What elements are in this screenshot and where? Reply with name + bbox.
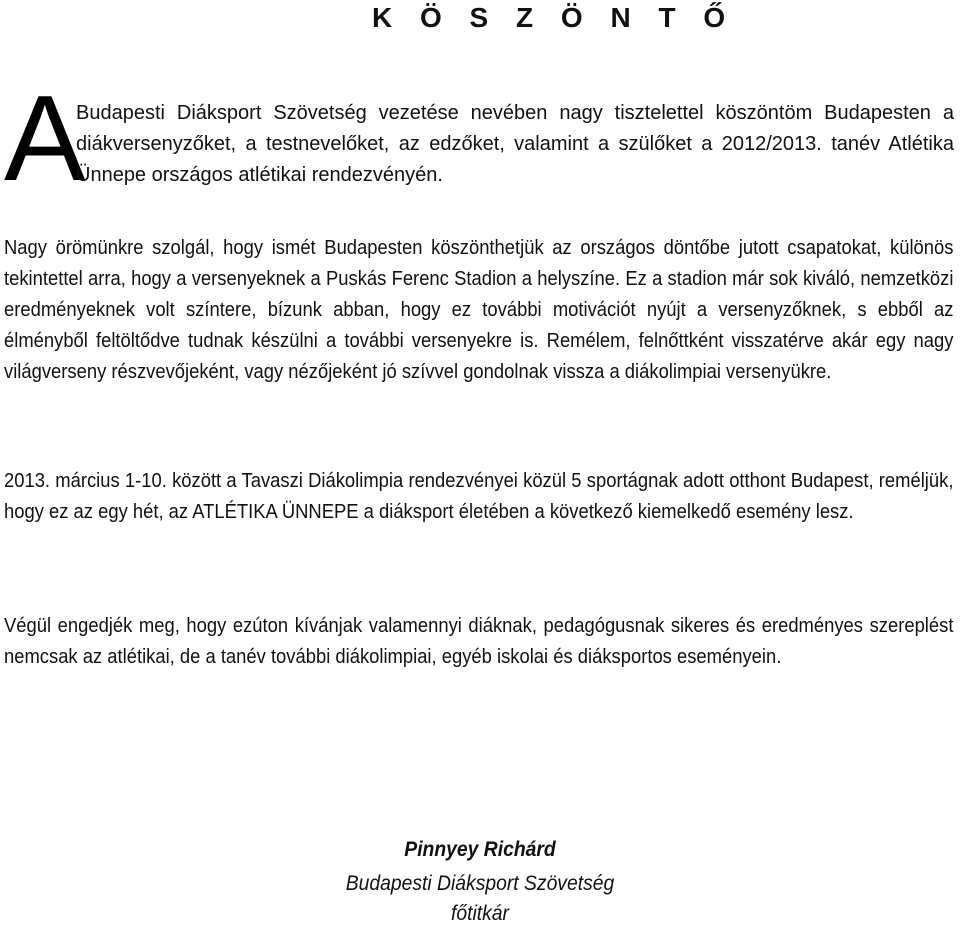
body-paragraph-1-text: Nagy örömünkre szolgál, hogy ismét Budapesten köszönthetjük az országos döntőbe jutott csapatokat, különös tekintettel arra, hogy a versenyeknek a Puskás Ferenc Stadion a helyszíne. Ez a stadion már sok kiváló, nemzetközi eredményeknek volt színtere, bízunk abban, hogy ez további motivációt nyújt a versenyzőknek, s ebből az élményből feltöltődve tudnak készülni a további versenyekre is. Remélem, felnőttként visszatérve akár egy nagy világverseny részvevőjeként, vagy nézőjeként jó szívvel gondolnak vissza a diákolimpiai versenyükre. (4, 237, 954, 383)
body-paragraph-2 (4, 466, 954, 528)
body-paragraph-1 (4, 233, 954, 388)
signature-name: Pinnyey Richárd (404, 838, 556, 861)
drop-cap-letter: A (4, 70, 86, 206)
signature-role: főtitkár (451, 902, 509, 925)
signature-organization: Budapesti Diáksport Szövetség (345, 872, 615, 895)
page-title: K Ö S Z Ö N T Ő (372, 2, 736, 33)
body-paragraph-3-text: Végül engedjék meg, hogy ezúton kívánjak valamennyi diáknak, pedagógusnak sikeres és eredményes szereplést nemcsak az atlétikai, de a tanév további diákolimpiai, egyéb iskolai és diáksportos eseményein. (4, 615, 954, 668)
intro-paragraph: Budapesti Diáksport Szövetség vezetése nevében nagy tisztelettel köszöntöm Budapesten a diákversenyzőket, a testnevelőket, az edzőket, valamint a szülőket a 2012/2013. tanév Atlétika Ünnepe országos atlétikai rendezvényén. (76, 102, 954, 186)
body-paragraph-2-text: 2013. március 1-10. között a Tavaszi Diákolimpia rendezvényei közül 5 sportágnak adott otthont Budapest, reméljük, hogy ez az egy hét, az ATLÉTIKA ÜNNEPE a diáksport életében a következő kiemelkedő esemény lesz. (4, 470, 954, 523)
body-paragraph-3 (4, 611, 954, 673)
